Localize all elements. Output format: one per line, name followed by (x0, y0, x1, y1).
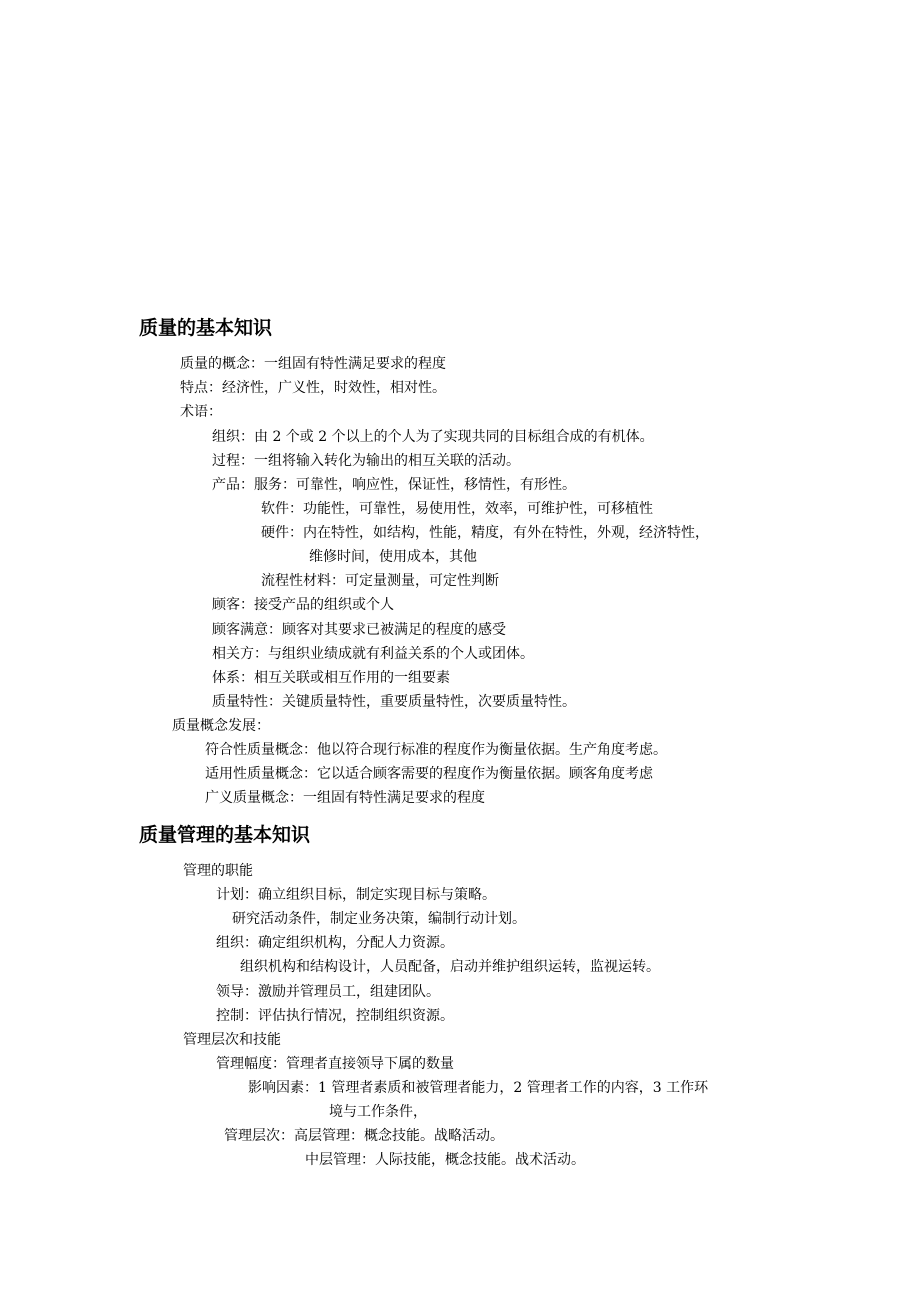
management-span: 管理幅度：管理者直接领导下属的数量 (216, 1056, 454, 1072)
conformance-quality-concept: 符合性质量概念：他以符合现行标准的程度作为衡量依据。生产角度考虑。 (205, 742, 667, 758)
term-customer: 顾客：接受产品的组织或个人 (212, 597, 394, 613)
function-planning-detail: 研究活动条件，制定业务决策，编制行动计划。 (232, 911, 526, 927)
management-functions-label: 管理的职能 (183, 863, 253, 879)
broad-quality-concept: 广义质量概念：一组固有特性满足要求的程度 (205, 790, 485, 806)
influencing-factors: 影响因素：1 管理者素质和被管理者能力，2 管理者工作的内容，3 工作环 (248, 1080, 709, 1096)
concept-development-label: 质量概念发展： (172, 718, 270, 734)
fitness-quality-concept: 适用性质量概念：它以适合顾客需要的程度作为衡量依据。顾客角度考虑 (205, 766, 653, 782)
management-level-top: 管理层次：高层管理：概念技能。战略活动。 (224, 1128, 504, 1144)
section-heading-quality-basics: 质量的基本知识 (139, 317, 273, 339)
term-quality-characteristics: 质量特性：关键质量特性，重要质量特性，次要质量特性。 (212, 694, 576, 710)
function-organizing: 组织：确定组织机构，分配人力资源。 (216, 935, 454, 951)
function-controlling: 控制：评估执行情况，控制组织资源。 (216, 1008, 454, 1024)
function-planning: 计划：确立组织目标，制定实现目标与策略。 (216, 887, 496, 903)
term-customer-satisfaction: 顾客满意：顾客对其要求已被满足的程度的感受 (212, 622, 506, 638)
management-level-middle: 中层管理：人际技能，概念技能。战术活动。 (305, 1152, 585, 1168)
term-system: 体系：相互关联或相互作用的一组要素 (212, 670, 450, 686)
term-product-service: 产品：服务：可靠性，响应性，保证性，移情性，有形性。 (212, 477, 576, 493)
term-product-process-material: 流程性材料：可定量测量，可定性判断 (261, 573, 499, 589)
terms-label: 术语： (180, 404, 222, 420)
function-organizing-detail: 组织机构和结构设计，人员配备，启动并维护组织运转，监视运转。 (240, 959, 660, 975)
term-interested-party: 相关方：与组织业绩成就有利益关系的个人或团体。 (212, 646, 534, 662)
quality-features-line: 特点：经济性，广义性，时效性，相对性。 (180, 380, 446, 396)
term-product-software: 软件：功能性，可靠性，易使用性，效率，可维护性，可移植性 (261, 501, 653, 517)
term-organization: 组织：由 2 个或 2 个以上的个人为了实现共同的目标组合成的有机体。 (212, 429, 654, 445)
term-product-hardware: 硬件：内在特性，如结构，性能，精度，有外在特性，外观，经济特性， (261, 525, 709, 541)
term-process: 过程：一组将输入转化为输出的相互关联的活动。 (212, 453, 520, 469)
section-heading-quality-management-basics: 质量管理的基本知识 (139, 824, 311, 846)
function-leading: 领导：激励并管理员工，组建团队。 (216, 984, 440, 1000)
term-product-hardware-continued: 维修时间，使用成本，其他 (309, 549, 477, 565)
influencing-factors-continued: 境与工作条件， (329, 1104, 427, 1120)
quality-concept-line: 质量的概念：一组固有特性满足要求的程度 (180, 356, 446, 372)
management-levels-label: 管理层次和技能 (183, 1032, 281, 1048)
